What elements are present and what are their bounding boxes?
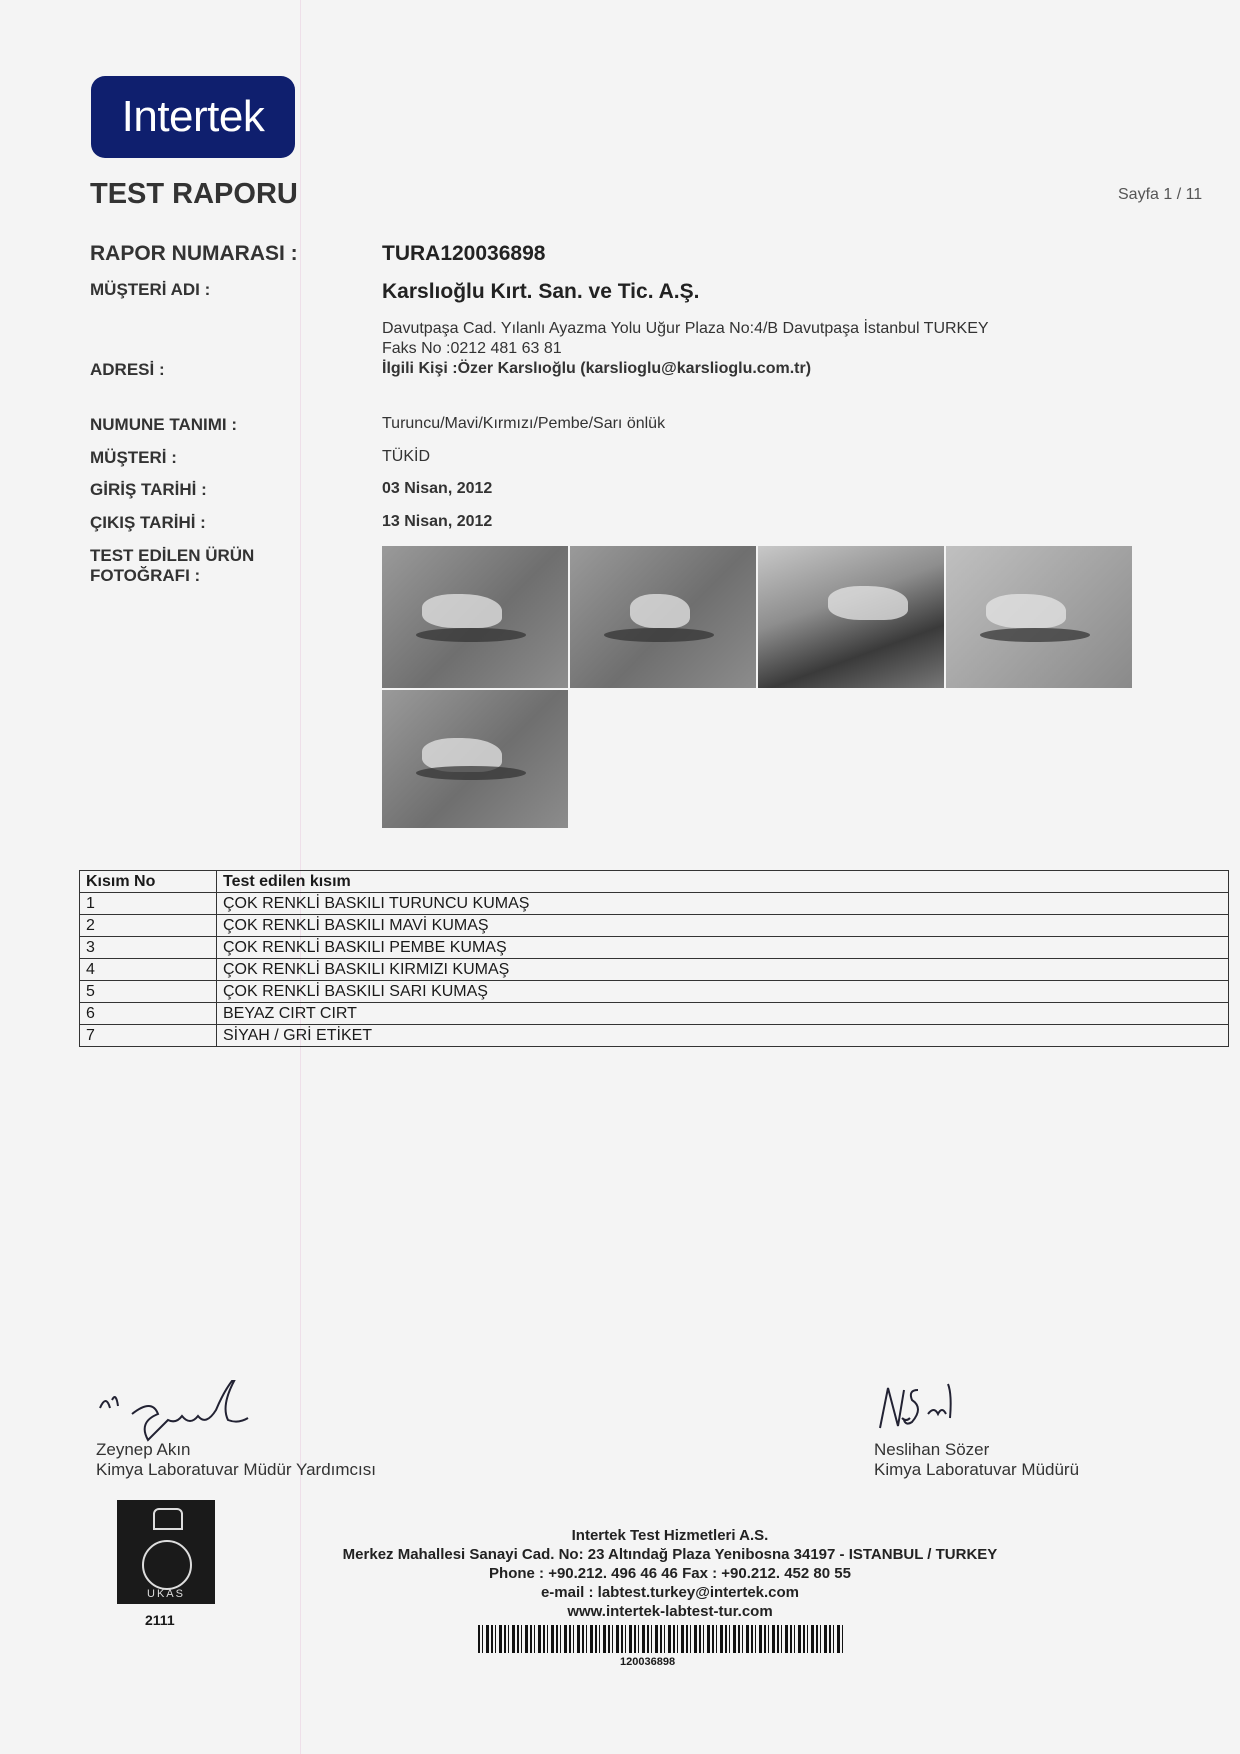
part-description: ÇOK RENKLİ BASKILI KIRMIZI KUMAŞ [217, 959, 1229, 981]
customer-name: Karslıoğlu Kırt. San. ve Tic. A.Ş. [382, 280, 700, 303]
product-photo [570, 546, 756, 688]
product-photo [946, 546, 1132, 688]
table-row [80, 937, 1229, 959]
entry-date-label: GİRİŞ TARİHİ : [90, 480, 207, 499]
report-number-label: RAPOR NUMARASI : [90, 242, 298, 265]
address-line-2: Faks No :0212 481 63 81 [382, 340, 562, 357]
part-description: BEYAZ CIRT CIRT [217, 1003, 1229, 1025]
table-row [80, 893, 1229, 915]
footer-company: Intertek Test Hizmetleri A.S. [571, 1527, 769, 1544]
part-description: SİYAH / GRİ ETİKET [217, 1025, 1229, 1047]
parts-table [79, 870, 1229, 1047]
ukas-text: UKAS [147, 1588, 185, 1600]
right-signature [872, 1368, 992, 1444]
photo-label-line-1: TEST EDİLEN ÜRÜN [90, 546, 255, 565]
sample-label: NUMUNE TANIMI : [90, 415, 237, 434]
footer-email: e-mail : labtest.turkey@intertek.com [540, 1584, 800, 1601]
part-description: ÇOK RENKLİ BASKILI PEMBE KUMAŞ [217, 937, 1229, 959]
photo-label-line-2: FOTOĞRAFI : [90, 566, 201, 585]
footer-phone: Phone : +90.212. 496 46 46 Fax : +90.212. 452 80 55 [489, 1565, 851, 1582]
contact-person: İlgili Kişi :Özer Karslıoğlu (karslioglu@karslioglu.com.tr) [382, 360, 812, 377]
customer-label: MÜŞTERİ : [90, 448, 177, 467]
table-row [80, 1025, 1229, 1047]
part-description: ÇOK RENKLİ BASKILI SARI KUMAŞ [217, 981, 1229, 1003]
part-number: 2 [80, 915, 217, 937]
table-row [80, 1003, 1229, 1025]
ukas-number: 2111 [145, 1612, 175, 1628]
customer-name-label: MÜŞTERİ ADI : [90, 280, 211, 299]
crown-icon [153, 1508, 183, 1530]
product-photo [382, 690, 568, 828]
part-number: 6 [80, 1003, 217, 1025]
product-photo [382, 546, 568, 688]
table-row [80, 959, 1229, 981]
product-photos [382, 546, 1132, 828]
right-signatory-name: Neslihan Sözer [874, 1440, 990, 1459]
entry-date: 03 Nisan, 2012 [382, 480, 493, 497]
ukas-emblem-icon [142, 1540, 192, 1590]
part-number: 5 [80, 981, 217, 1003]
intertek-logo: Intertek [91, 76, 295, 158]
footer-website: www.intertek-labtest-tur.com [567, 1603, 773, 1620]
table-row [80, 981, 1229, 1003]
sample-description: Turuncu/Mavi/Kırmızı/Pembe/Sarı önlük [382, 415, 666, 432]
barcode-number: 120036898 [620, 1656, 676, 1668]
barcode [478, 1625, 843, 1653]
left-signatory-name: Zeynep Akın [96, 1440, 191, 1459]
part-number: 4 [80, 959, 217, 981]
page-number: Sayfa 1 / 11 [1118, 186, 1203, 203]
page-title: TEST RAPORU [90, 178, 298, 210]
exit-date: 13 Nisan, 2012 [382, 513, 493, 530]
left-signatory-title: Kimya Laboratuvar Müdür Yardımcısı [96, 1460, 376, 1479]
part-description: ÇOK RENKLİ BASKILI MAVİ KUMAŞ [217, 915, 1229, 937]
product-photo [758, 546, 944, 688]
part-description: ÇOK RENKLİ BASKILI TURUNCU KUMAŞ [217, 893, 1229, 915]
customer: TÜKİD [382, 448, 430, 465]
ukas-accreditation-mark [117, 1500, 215, 1604]
part-number: 1 [80, 893, 217, 915]
address-line-1: Davutpaşa Cad. Yılanlı Ayazma Yolu Uğur Plaza No:4/B Davutpaşa İstanbul TURKEY [382, 320, 989, 337]
column-header: Kısım No [80, 871, 217, 893]
right-signatory-title: Kimya Laboratuvar Müdürü [874, 1460, 1080, 1479]
address-label: ADRESİ : [90, 360, 165, 379]
exit-date-label: ÇIKIŞ TARİHİ : [90, 513, 206, 532]
footer [270, 1526, 1070, 1621]
report-number: TURA120036898 [382, 242, 546, 265]
footer-address: Merkez Mahallesi Sanayi Cad. No: 23 Altındağ Plaza Yenibosna 34197 - ISTANBUL / TURKEY [342, 1546, 998, 1563]
column-header: Test edilen kısım [217, 871, 1229, 893]
table-row [80, 915, 1229, 937]
part-number: 7 [80, 1025, 217, 1047]
part-number: 3 [80, 937, 217, 959]
